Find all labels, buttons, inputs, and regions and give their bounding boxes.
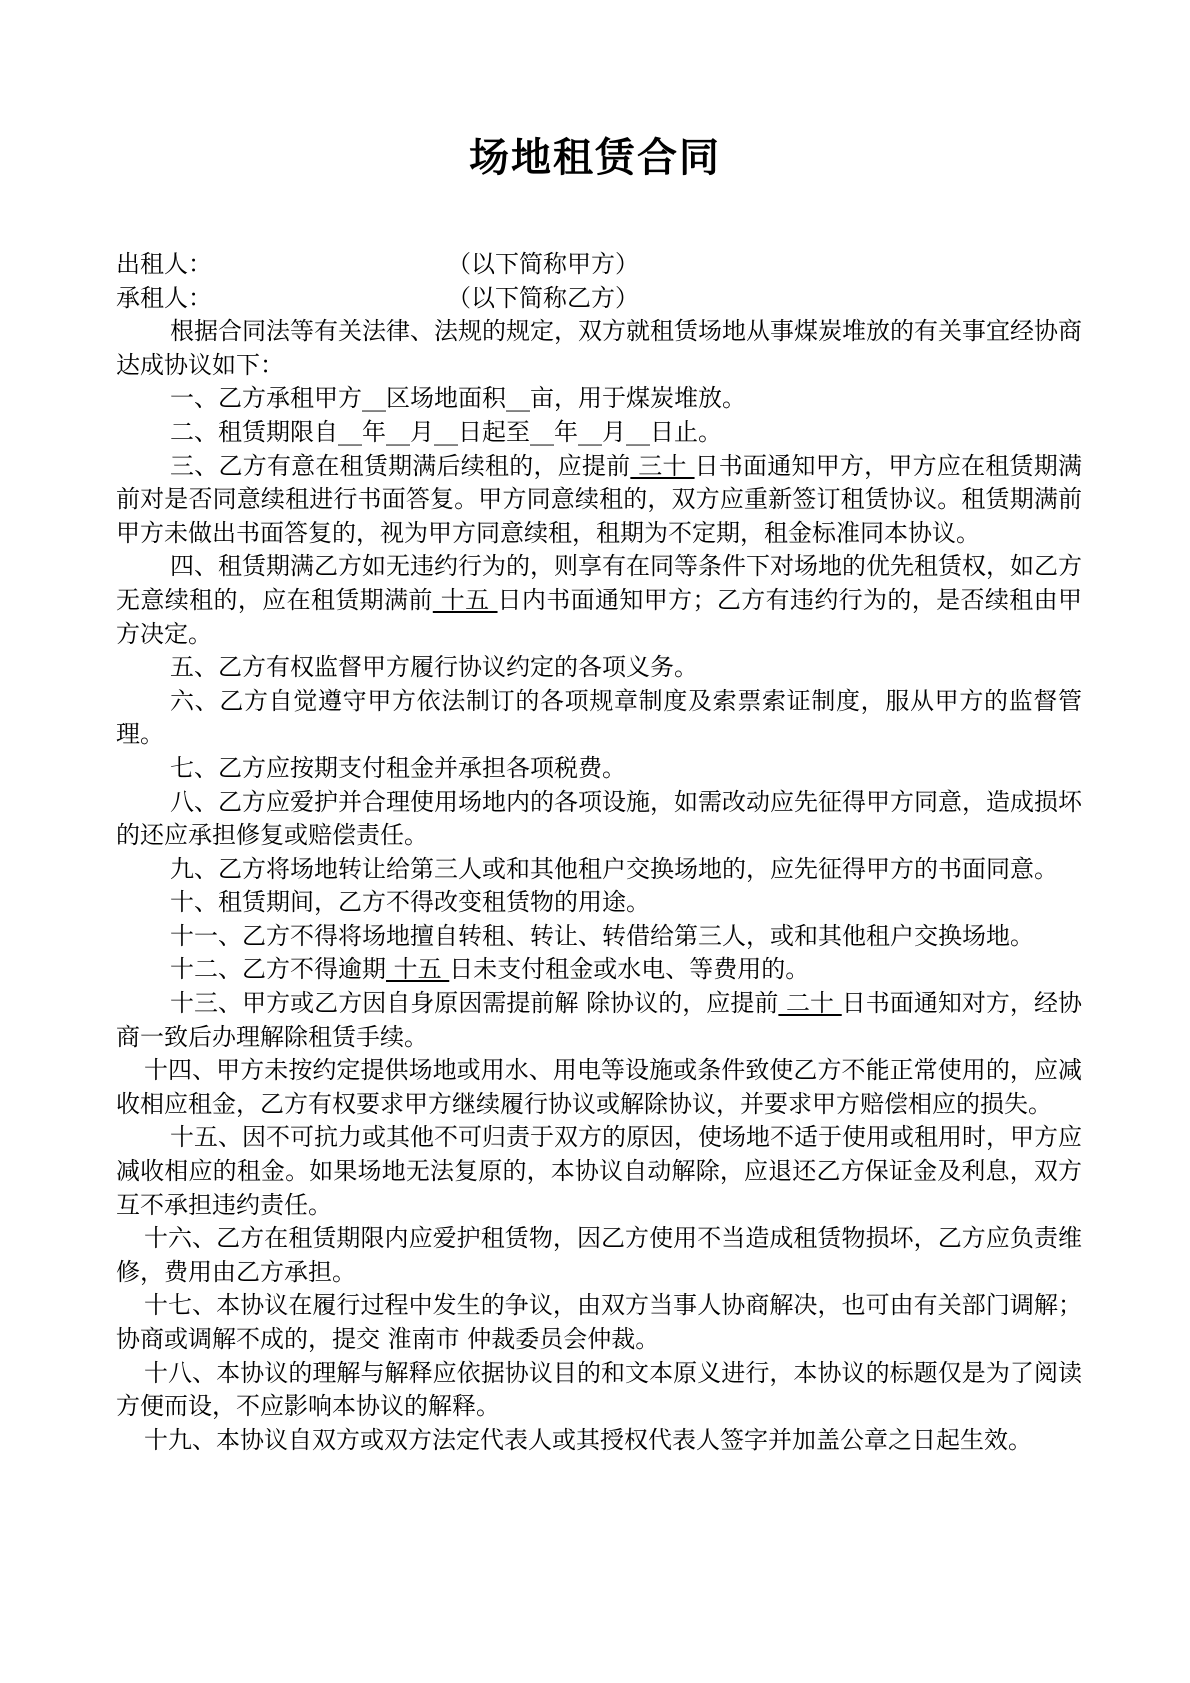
clause-11: 十一、乙方不得将场地擅自转租、转让、转借给第三人，或和其他租户交换场地。 [170,921,1034,950]
clause-2: 二、租赁期限自__年__月__日起至__年__月__日止。 [170,417,722,446]
lessee-line [116,282,1082,316]
document-title: 场地租赁合同 [469,135,721,181]
clause-4 [116,550,1082,651]
lessee-label: 承租人： [116,283,212,312]
clause-12 [116,953,1082,987]
clause-10: 十、租赁期间，乙方不得改变租赁物的用途。 [170,888,650,917]
clause-4-text-a: 四、租赁期满乙方如无违约行为的，则享有在同等条件下对场地的优先租赁权，如乙方无意续租的，应在租赁期满前 [116,552,1082,614]
clause-3-days: 三十 [630,451,695,480]
clause-3-text-a: 三、乙方有意在租赁期满后续租的，应提前 [170,451,631,480]
clause-16: 十六、乙方在租赁期限内应爱护租赁物，因乙方使用不当造成租赁物损坏，乙方应负责维修，费用由乙方承担。 [116,1224,1082,1286]
lessor-label: 出租人： [116,250,212,278]
clause-6: 六、乙方自觉遵守甲方依法制订的各项规章制度及索票索证制度，服从甲方的监督管理。 [116,686,1082,749]
clause-18: 十八、本协议的理解与解释应依据协议目的和文本原义进行，本协议的标题仅是为了阅读方便而设，不应影响本协议的解释。 [116,1358,1082,1421]
lessee-abbr: （以下简称乙方） [447,283,639,312]
clause-1: 一、乙方承租甲方__区场地面积__亩，用于煤炭堆放。 [170,384,746,413]
clause-7: 七、乙方应按期支付租金并承担各项税费。 [170,753,626,782]
clause-13-text-b: 日书面通知对方，经协商一致后办理解除租赁手续。 [116,989,1082,1051]
clause-14: 十四、甲方未按约定提供场地或用水、用电等设施或条件致使乙方不能正常使用的，应减收相应租金，乙方有权要求甲方继续履行协议或解除协议，并要求甲方赔偿相应的损失。 [116,1056,1082,1118]
clause-12-days: 十五 [386,955,450,984]
lessor-line [116,248,1082,282]
contract-body [116,248,1082,1457]
clause-15: 十五、因不可抗力或其他不可归责于双方的原因，使场地不适于使用或租用时，甲方应减收相应的租金。如果场地无法复原的，本协议自动解除，应退还乙方保证金及利息，双方互不承担违约责任。 [116,1123,1082,1219]
intro-paragraph: 根据合同法等有关法律、法规的规定，双方就租赁场地从事煤炭堆放的有关事宜经协商达成协议如下： [116,317,1082,379]
clause-12-text-b: 日未支付租金或水电、等费用的。 [449,955,810,984]
clause-13-days: 二十 [778,989,842,1018]
clause-13 [116,987,1082,1054]
lessor-abbr: （以下简称甲方） [447,250,639,278]
clause-4-text-b: 日内书面通知甲方；乙方有违约行为的，是否续租由甲方决定。 [116,585,1083,648]
clause-9: 九、乙方将场地转让给第三人或和其他租户交换场地的，应先征得甲方的书面同意。 [170,854,1058,883]
clause-5: 五、乙方有权监督甲方履行协议约定的各项义务。 [170,653,698,682]
clause-3-text-b: 日书面通知甲方，甲方应在租赁期满前对是否同意续租进行书面答复。甲方同意续租的，双方应重新签订租赁协议。租赁期满前甲方未做出书面答复的，视为甲方同意续租，租期为不定期，租金标准同本协议。 [116,451,1083,547]
clause-3 [116,450,1082,551]
clause-4-days: 十五 [432,585,498,614]
clause-8: 八、乙方应爱护并合理使用场地内的各项设施，如需改动应先征得甲方同意，造成损坏的还应承担修复或赔偿责任。 [116,787,1082,850]
clause-17: 十七、本协议在履行过程中发生的争议，由双方当事人协商解决，也可由有关部门调解；协商或调解不成的，提交 淮南市 仲裁委员会仲裁。 [116,1291,1082,1353]
clause-13-text-a: 十三、甲方或乙方因自身原因需提前解 除协议的，应提前 [170,989,779,1018]
clause-12-text-a: 十二、乙方不得逾期 [170,955,386,984]
clause-19: 十九、本协议自双方或双方法定代表人或其授权代表人签字并加盖公章之日起生效。 [144,1425,1032,1454]
